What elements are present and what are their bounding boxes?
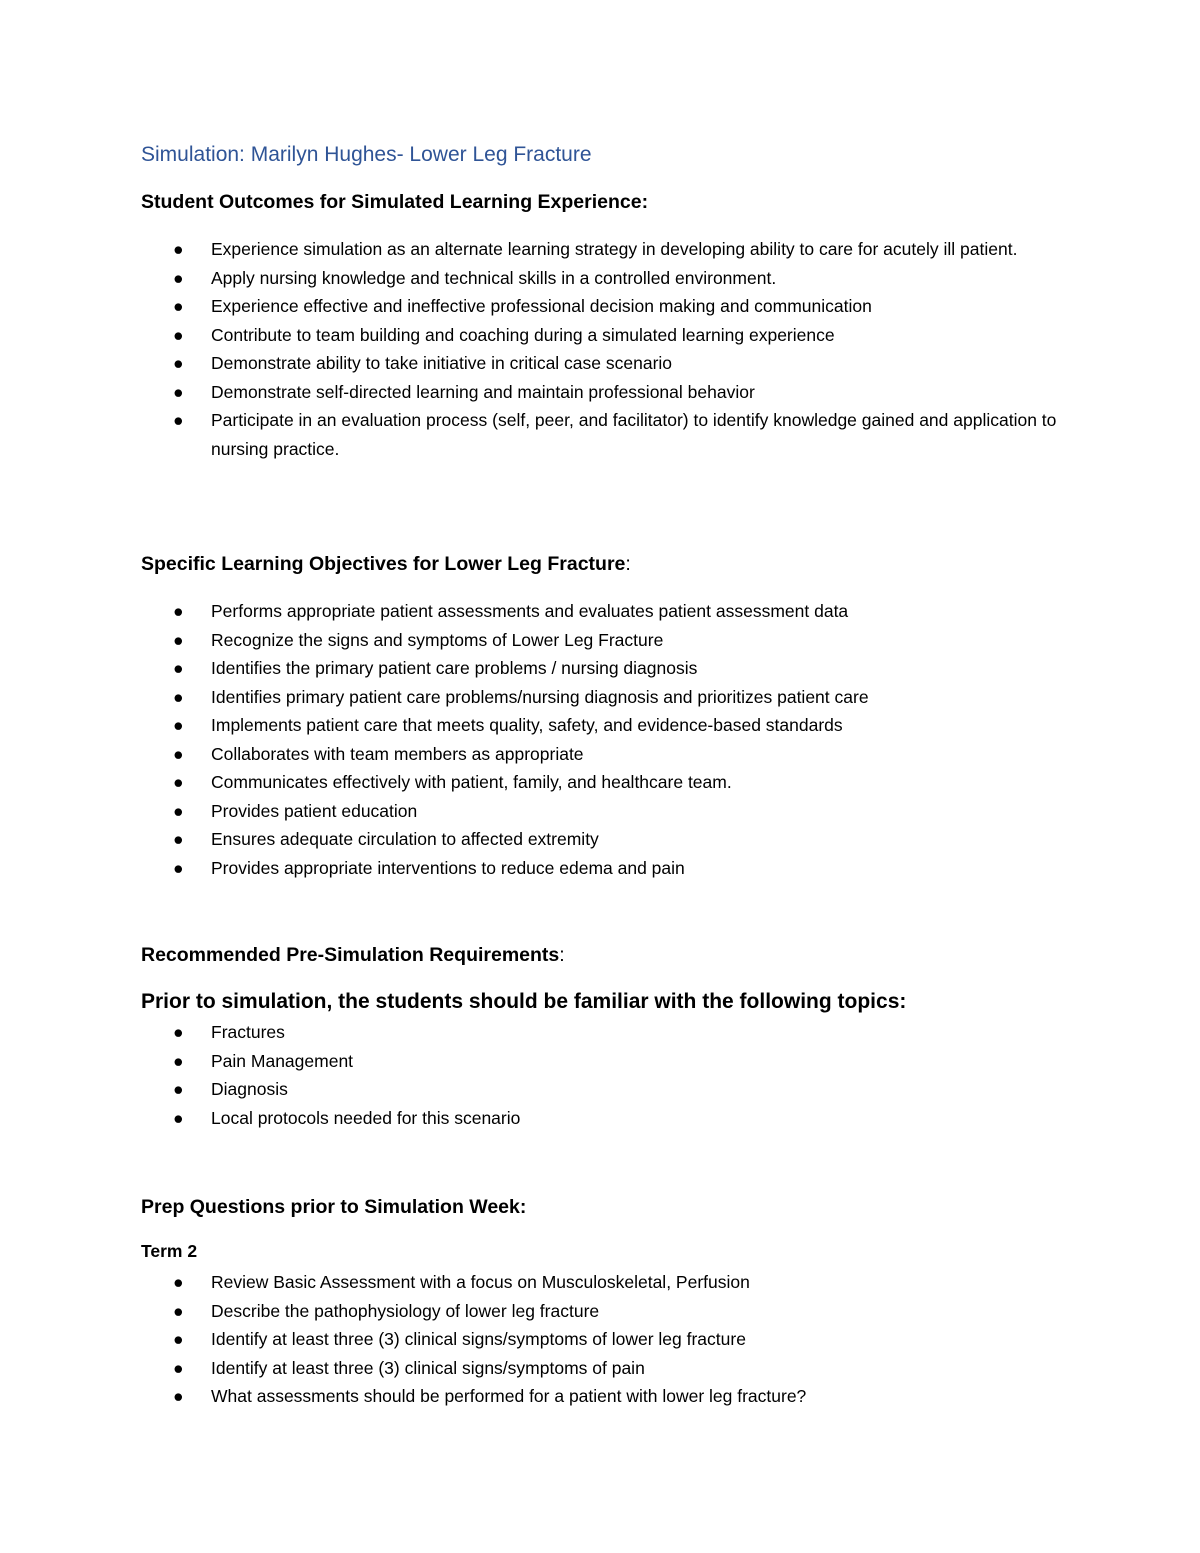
bullet-icon: ● [173, 353, 184, 373]
requirements-list [0, 1018, 1200, 1132]
list-item: ● What assessments should be performed for a patient with lower leg fracture? [0, 1382, 1200, 1411]
outcomes-heading: Student Outcomes for Simulated Learning Experience: [141, 191, 649, 213]
bullet-icon: ● [173, 239, 184, 259]
requirements-subheading: Prior to simulation, the students should be familiar with the following topics: [141, 990, 907, 1013]
list-item: ● Experience effective and ineffective professional decision making and communication [0, 292, 1200, 321]
term-label: Term 2 [141, 1241, 198, 1261]
bullet-icon: ● [173, 1357, 184, 1378]
bullet-icon: ● [173, 658, 184, 678]
list-item: ● Identifies the primary patient care problems / nursing diagnosis [0, 654, 1200, 683]
list-item: ● Contribute to team building and coaching during a simulated learning experience [0, 321, 1200, 350]
bullet-icon: ● [173, 743, 184, 764]
objectives-list [0, 597, 1200, 882]
list-item: ● Demonstrate ability to take initiative in critical case scenario [0, 349, 1200, 378]
bullet-icon: ● [173, 1107, 184, 1128]
list-item: ● Participate in an evaluation process (self, peer, and facilitator) to identify knowledge gained and application to nursing practice. [0, 406, 1200, 463]
bullet-icon: ● [173, 1272, 184, 1292]
outcomes-list [0, 235, 1200, 463]
prep-heading: Prep Questions prior to Simulation Week: [141, 1196, 527, 1218]
list-item: ● Implements patient care that meets quality, safety, and evidence-based standards [0, 711, 1200, 740]
bullet-icon: ● [173, 1022, 184, 1042]
bullet-icon: ● [173, 381, 184, 402]
list-item: ● Communicates effectively with patient, family, and healthcare team. [0, 768, 1200, 797]
bullet-icon: ● [173, 324, 184, 345]
list-item: ● Local protocols needed for this scenario [0, 1104, 1200, 1133]
list-item: ● Pain Management [0, 1047, 1200, 1076]
bullet-icon: ● [173, 1300, 184, 1321]
prep-list [0, 1268, 1200, 1411]
list-item: ● Provides patient education [0, 797, 1200, 826]
bullet-icon: ● [173, 800, 184, 821]
list-item: ● Identifies primary patient care problems/nursing diagnosis and prioritizes patient care [0, 683, 1200, 712]
bullet-icon: ● [173, 267, 184, 288]
requirements-heading: Recommended Pre-Simulation Requirements: [141, 944, 565, 966]
list-item: ● Ensures adequate circulation to affected extremity [0, 825, 1200, 854]
bullet-icon: ● [173, 410, 184, 430]
list-item: ● Identify at least three (3) clinical signs/symptoms of pain [0, 1354, 1200, 1383]
bullet-icon: ● [173, 1050, 184, 1071]
bullet-icon: ● [173, 857, 184, 878]
list-item: ● Experience simulation as an alternate learning strategy in developing ability to care for acutely ill patient. [0, 235, 1200, 264]
list-item: ● Demonstrate self-directed learning and maintain professional behavior [0, 378, 1200, 407]
list-item: ● Identify at least three (3) clinical signs/symptoms of lower leg fracture [0, 1325, 1200, 1354]
bullet-icon: ● [173, 296, 184, 316]
bullet-icon: ● [173, 772, 184, 792]
bullet-icon: ● [173, 829, 184, 849]
bullet-icon: ● [173, 1386, 184, 1406]
list-item: ● Recognize the signs and symptoms of Lower Leg Fracture [0, 626, 1200, 655]
list-item: ● Apply nursing knowledge and technical skills in a controlled environment. [0, 264, 1200, 293]
list-item: ● Provides appropriate interventions to reduce edema and pain [0, 854, 1200, 883]
bullet-icon: ● [173, 686, 184, 707]
bullet-icon: ● [173, 715, 184, 735]
document-title: Simulation: Marilyn Hughes- Lower Leg Fracture [141, 143, 592, 166]
bullet-icon: ● [173, 629, 184, 650]
list-item: ● Fractures [0, 1018, 1200, 1047]
list-item: ● Review Basic Assessment with a focus on Musculoskeletal, Perfusion [0, 1268, 1200, 1297]
bullet-icon: ● [173, 1079, 184, 1099]
list-item: ● Performs appropriate patient assessments and evaluates patient assessment data [0, 597, 1200, 626]
objectives-heading: Specific Learning Objectives for Lower Leg Fracture: [141, 553, 631, 575]
bullet-icon: ● [173, 601, 184, 621]
bullet-icon: ● [173, 1329, 184, 1349]
list-item: ● Describe the pathophysiology of lower leg fracture [0, 1297, 1200, 1326]
list-item: ● Collaborates with team members as appropriate [0, 740, 1200, 769]
list-item: ● Diagnosis [0, 1075, 1200, 1104]
